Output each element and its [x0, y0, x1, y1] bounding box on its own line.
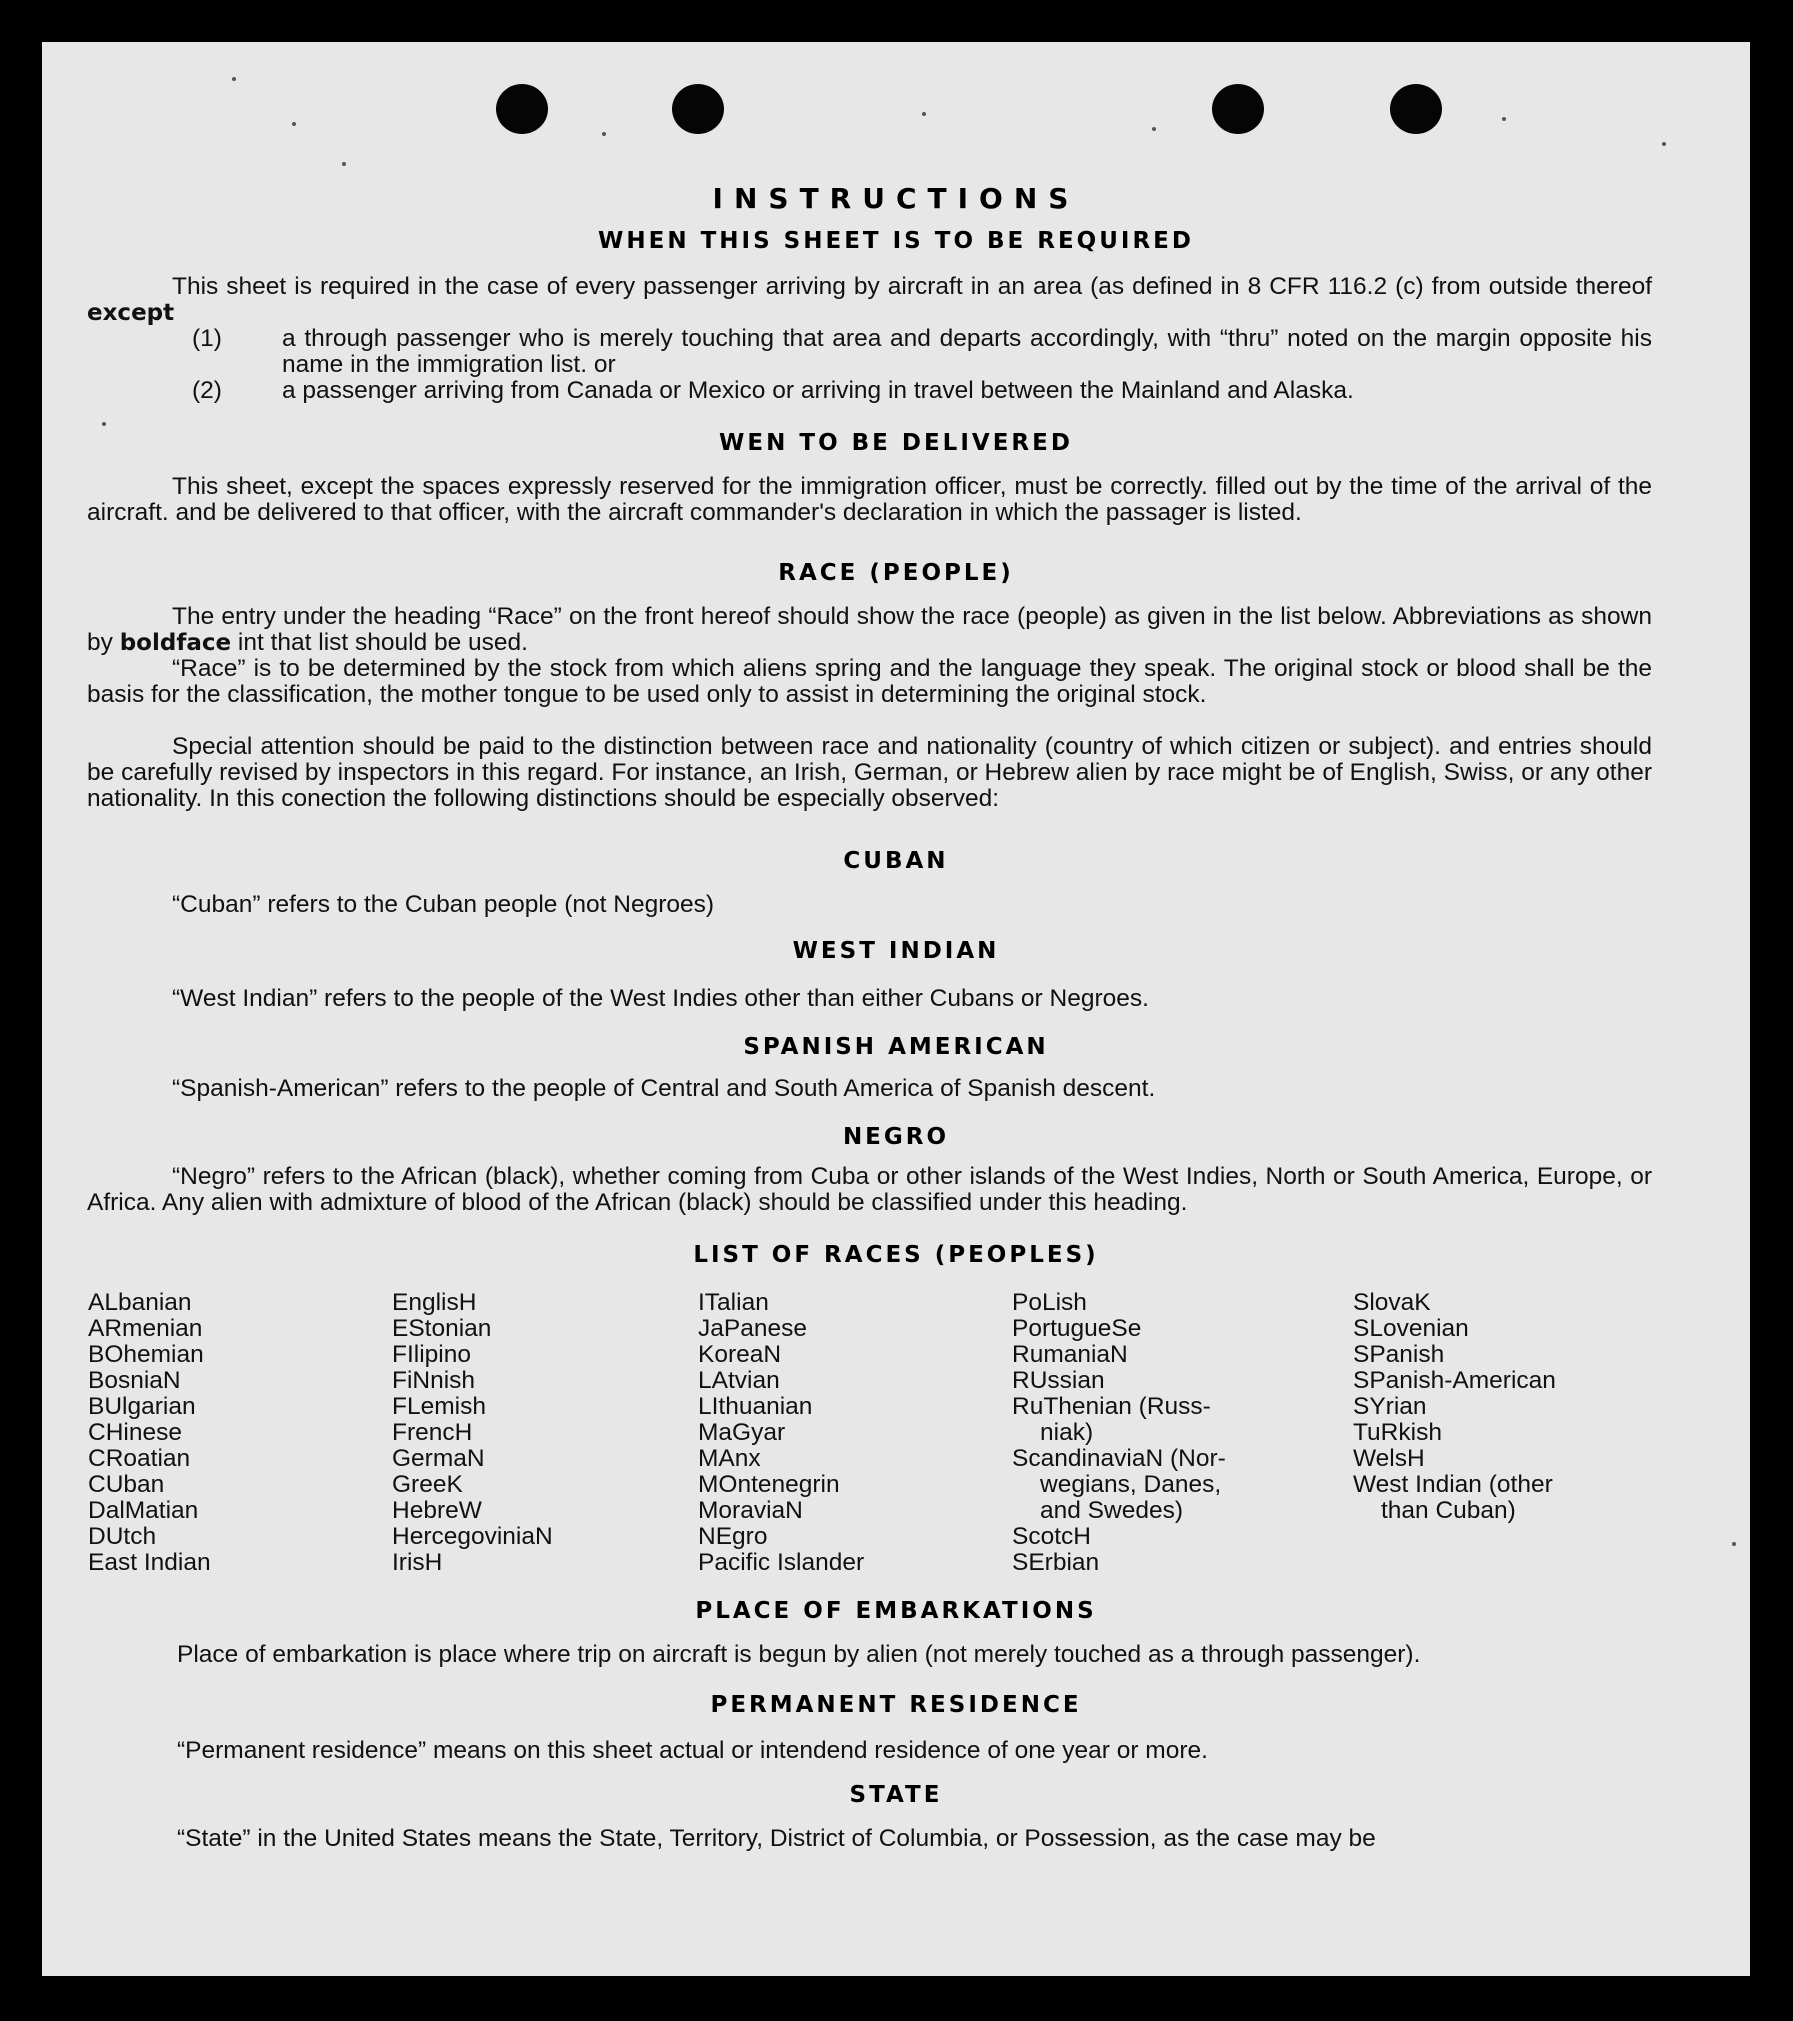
paragraph-race-2: “Race” is to be determined by the stock from which aliens spring and the language they speak. The original stock or blood shall be the basis for the classification, the mother tongue to be used only to assist in determining the original stock.: [87, 655, 1652, 708]
race-entry: LAtvian: [698, 1367, 780, 1394]
race-entry: East Indian: [88, 1549, 211, 1576]
paragraph-when-delivered: This sheet, except the spaces expressly reserved for the immigration officer, must be correctly. filled out by the time of the arrival of the aircraft. and be delivered to that officer, with the aircraft commander's declaration in which the passager is listed.: [87, 473, 1652, 526]
page-title: INSTRUCTIONS: [712, 182, 1080, 215]
race-entry: CHinese: [88, 1419, 182, 1446]
dust-speck: [102, 422, 106, 426]
dust-speck: [1732, 1542, 1736, 1546]
race-entry: West Indian (other: [1353, 1471, 1553, 1498]
race-entry-continuation: than Cuban): [1381, 1497, 1516, 1524]
punch-hole-1: [496, 84, 548, 134]
race-entry: HebreW: [392, 1497, 482, 1524]
race-entry: MAnx: [698, 1445, 761, 1472]
heading-when-delivered: WEN TO BE DELIVERED: [719, 430, 1073, 456]
heading-permanent-residence: PERMANENT RESIDENCE: [710, 1692, 1082, 1718]
race-entry: NEgro: [698, 1523, 768, 1550]
paragraph-cuban: “Cuban” refers to the Cuban people (not Negroes): [172, 891, 715, 918]
heading-west-indian: WEST INDIAN: [792, 938, 1000, 964]
paragraph-west-indian: “West Indian” refers to the people of the West Indies other than either Cubans or Negroes.: [172, 985, 1149, 1012]
race-entry-continuation: and Swedes): [1040, 1497, 1184, 1524]
list-item-1: (1) a through passenger who is merely touching that area and departs accordingly, with “thru” noted on the margin opposite his name in the immigration list. or: [192, 325, 1652, 378]
races-column-5: [1353, 1290, 1556, 1524]
race-entry: DalMatian: [88, 1497, 199, 1524]
race-entry: GermaN: [392, 1445, 485, 1472]
race-entry: EnglisH: [392, 1289, 477, 1316]
race-entry: FLemish: [392, 1393, 486, 1420]
race-entry: CUban: [88, 1471, 165, 1498]
dust-speck: [1502, 117, 1506, 121]
heading-state: STATE: [849, 1782, 943, 1808]
race-entry: SErbian: [1012, 1549, 1100, 1576]
race-entry: MOntenegrin: [698, 1471, 840, 1498]
race-entry: WelsH: [1353, 1445, 1425, 1472]
race-entry: TuRkish: [1353, 1419, 1442, 1446]
race-entry: BOhemian: [88, 1341, 204, 1368]
race-entry: FiNnish: [392, 1367, 476, 1394]
race-entry: SLovenian: [1353, 1315, 1469, 1342]
race-entry: DUtch: [88, 1523, 157, 1550]
dust-speck: [922, 112, 926, 116]
paragraph-spanish-american: “Spanish-American” refers to the people of Central and South America of Spanish descent.: [172, 1075, 1156, 1102]
race-entry: EStonian: [392, 1315, 492, 1342]
heading-cuban: CUBAN: [843, 848, 949, 874]
heading-embarkation: PLACE OF EMBARKATIONS: [695, 1598, 1097, 1624]
paragraph-permanent-residence: “Permanent residence” means on this sheet actual or intendend residence of one year or more.: [177, 1737, 1208, 1764]
paragraph-race-3: Special attention should be paid to the distinction between race and nationality (country of which citizen or subject). and entries should be carefully revised by inspectors in this regard. For instance, an Irish, German, or Hebrew alien by race might be of English, Swiss, or any other nationality. In this conection the following distinctions should be especially observed:: [87, 733, 1652, 812]
race-entry: FIlipino: [392, 1341, 471, 1368]
race-entry: BUlgarian: [88, 1393, 196, 1420]
dust-speck: [1662, 142, 1666, 146]
race-entry: FrencH: [392, 1419, 473, 1446]
heading-when-required: WHEN THIS SHEET IS TO BE REQUIRED: [598, 228, 1194, 254]
race-entry-continuation: niak): [1040, 1419, 1094, 1446]
race-entry: BosniaN: [88, 1367, 181, 1394]
dust-speck: [232, 77, 236, 81]
punch-hole-2: [672, 84, 724, 134]
dust-speck: [1152, 127, 1156, 131]
race-entry: HercegoviniaN: [392, 1523, 553, 1550]
heading-spanish-american: SPANISH AMERICAN: [743, 1034, 1049, 1060]
dust-speck: [602, 132, 606, 136]
paragraph-negro: “Negro” refers to the African (black), whether coming from Cuba or other islands of the West Indies, North or South America, Europe, or Africa. Any alien with admixture of blood of the African (black) should be classified under this heading.: [87, 1163, 1652, 1216]
race-entry: PortugueSe: [1012, 1315, 1142, 1342]
heading-list-of-races: LIST OF RACES (PEOPLES): [693, 1242, 1099, 1268]
race-entry: ScandinaviaN (Nor-: [1012, 1445, 1226, 1472]
heading-negro: NEGRO: [842, 1124, 950, 1150]
race-entry: Pacific Islander: [698, 1549, 865, 1576]
race-entry: CRoatian: [88, 1445, 191, 1472]
race-entry: LIthuanian: [698, 1393, 813, 1420]
race-entry: RuThenian (Russ-: [1012, 1393, 1211, 1420]
dust-speck: [292, 122, 296, 126]
paragraph-when-required: This sheet is required in the case of every passenger arriving by aircraft in an area (as defined in 8 CFR 116.2 (c) from outside thereof except: [87, 273, 1652, 326]
emphasis-except: except: [87, 300, 175, 326]
heading-race: RACE (PEOPLE): [778, 560, 1014, 586]
punch-hole-4: [1390, 84, 1442, 134]
race-entry: SlovaK: [1353, 1289, 1431, 1316]
race-entry: ScotcH: [1012, 1523, 1091, 1550]
race-entry: JaPanese: [698, 1315, 807, 1342]
race-entry: RumaniaN: [1012, 1341, 1128, 1368]
paragraph-race-1: The entry under the heading “Race” on the front hereof should show the race (people) as given in the list below. Abbreviations as shown by boldface int that list should be used.: [87, 603, 1652, 656]
race-entry: GreeK: [392, 1471, 463, 1498]
dust-speck: [342, 162, 346, 166]
races-column-2: [392, 1290, 553, 1576]
races-column-3: [698, 1290, 864, 1576]
paragraph-embarkation: Place of embarkation is place where trip on aircraft is begun by alien (not merely touched as a through passenger).: [177, 1641, 1421, 1668]
race-entry: SYrian: [1353, 1393, 1427, 1420]
race-entry: SPanish: [1353, 1341, 1445, 1368]
paragraph-state: “State” in the United States means the State, Territory, District of Columbia, or Possession, as the case may be: [177, 1825, 1376, 1852]
race-entry: ARmenian: [88, 1315, 203, 1342]
race-entry: PoLish: [1012, 1289, 1087, 1316]
race-entry: ALbanian: [88, 1289, 192, 1316]
race-entry: KoreaN: [698, 1341, 782, 1368]
races-column-1: [88, 1290, 211, 1576]
race-entry: IrisH: [392, 1549, 443, 1576]
race-entry: MaGyar: [698, 1419, 786, 1446]
emphasis-boldface: boldface: [119, 630, 232, 656]
races-column-4: [1012, 1290, 1226, 1576]
race-entry: MoraviaN: [698, 1497, 803, 1524]
document-page: [42, 42, 1750, 1976]
race-entry: SPanish-American: [1353, 1367, 1556, 1394]
list-item-2: (2) a passenger arriving from Canada or Mexico or arriving in travel between the Mainland and Alaska.: [192, 377, 1354, 404]
race-entry: RUssian: [1012, 1367, 1105, 1394]
race-entry-continuation: wegians, Danes,: [1040, 1471, 1222, 1498]
race-entry: ITalian: [698, 1289, 769, 1316]
punch-hole-3: [1212, 84, 1264, 134]
